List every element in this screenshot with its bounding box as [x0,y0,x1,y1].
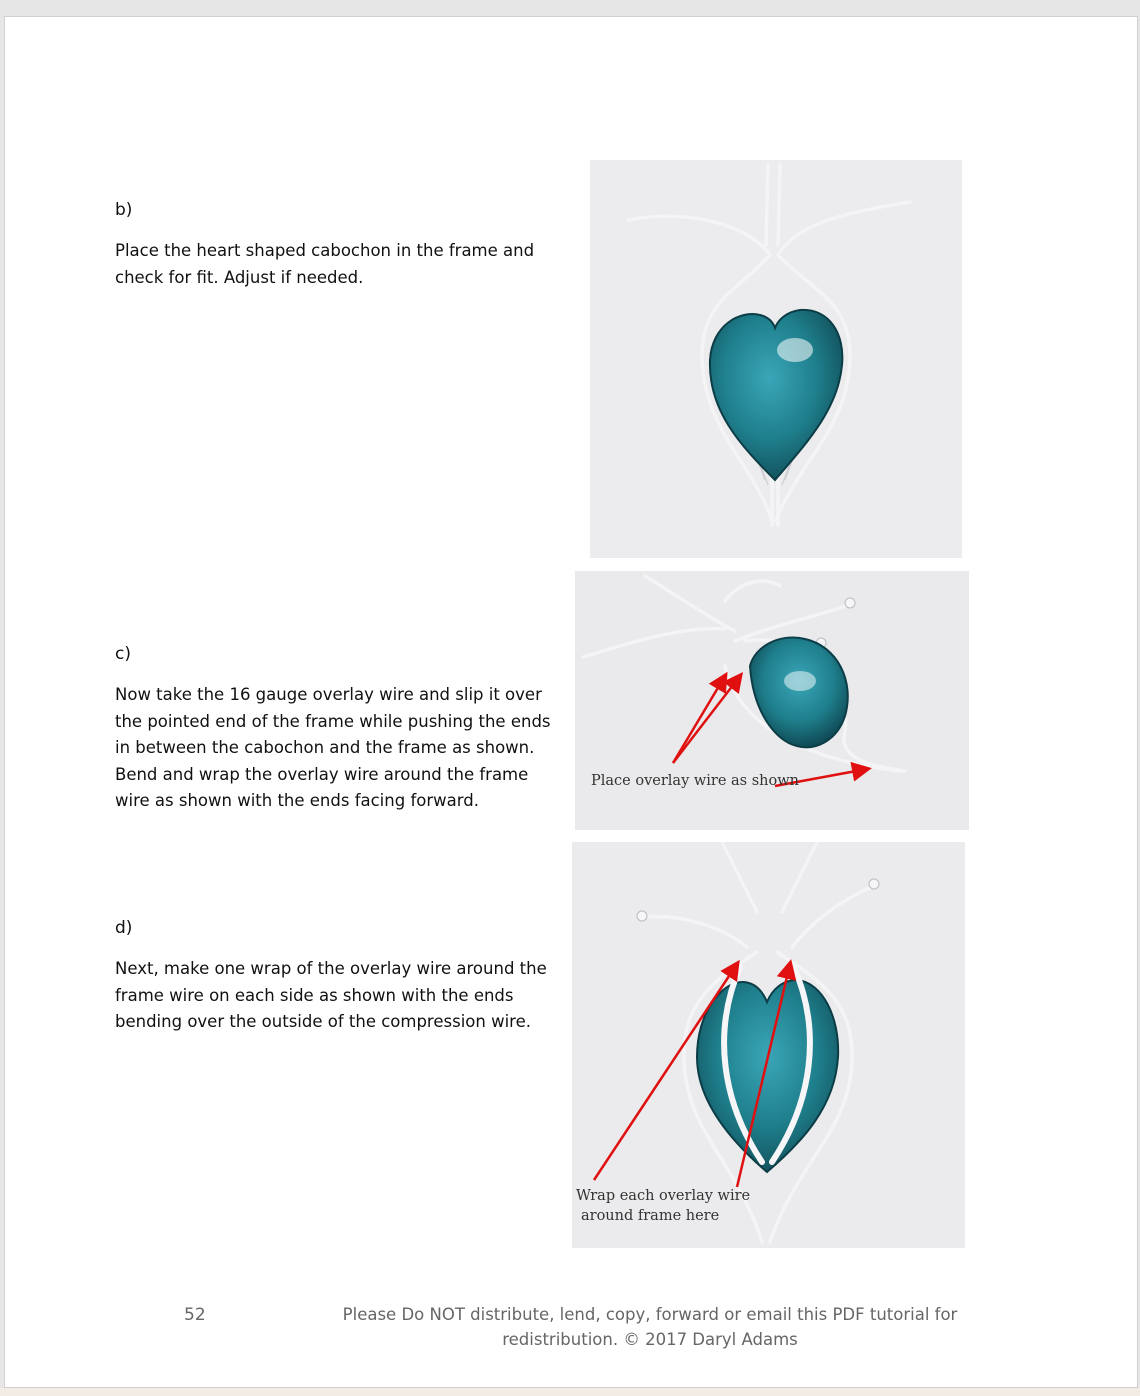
photo-d-caption-line2: around frame here [581,1208,720,1224]
step-c-text: Now take the 16 gauge overlay wire and slip it over the pointed end of the frame while pushing the ends in between the cabochon and the frame as shown. Bend and wrap the overlay wire around the frame wire as shown with the ends facing forward. [115,685,551,810]
step-b-label: b) [115,200,133,220]
page-bottom-edge [0,1388,1140,1396]
photo-c-caption: Place overlay wire as shown [591,773,799,789]
photo-d-caption-line1: Wrap each overlay wire [576,1188,751,1204]
step-d-label: d) [115,918,133,938]
step-b-text: Place the heart shaped cabochon in the frame and check for fit. Adjust if needed. [115,241,535,287]
photo-overlay-wire-wrap [572,842,965,1248]
step-c-label: c) [115,644,131,664]
copyright-notice: Please Do NOT distribute, lend, copy, forward or email this PDF tutorial for redistribution. © 2017 Daryl Adams [342,1305,958,1349]
photo-heart-in-frame [590,160,962,558]
page-number: 52 [184,1305,206,1325]
photo-overlay-wire-placement [575,571,969,830]
step-d-text: Next, make one wrap of the overlay wire around the frame wire on each side as shown with the ends bending over the outside of the compression wire. [115,959,547,1031]
